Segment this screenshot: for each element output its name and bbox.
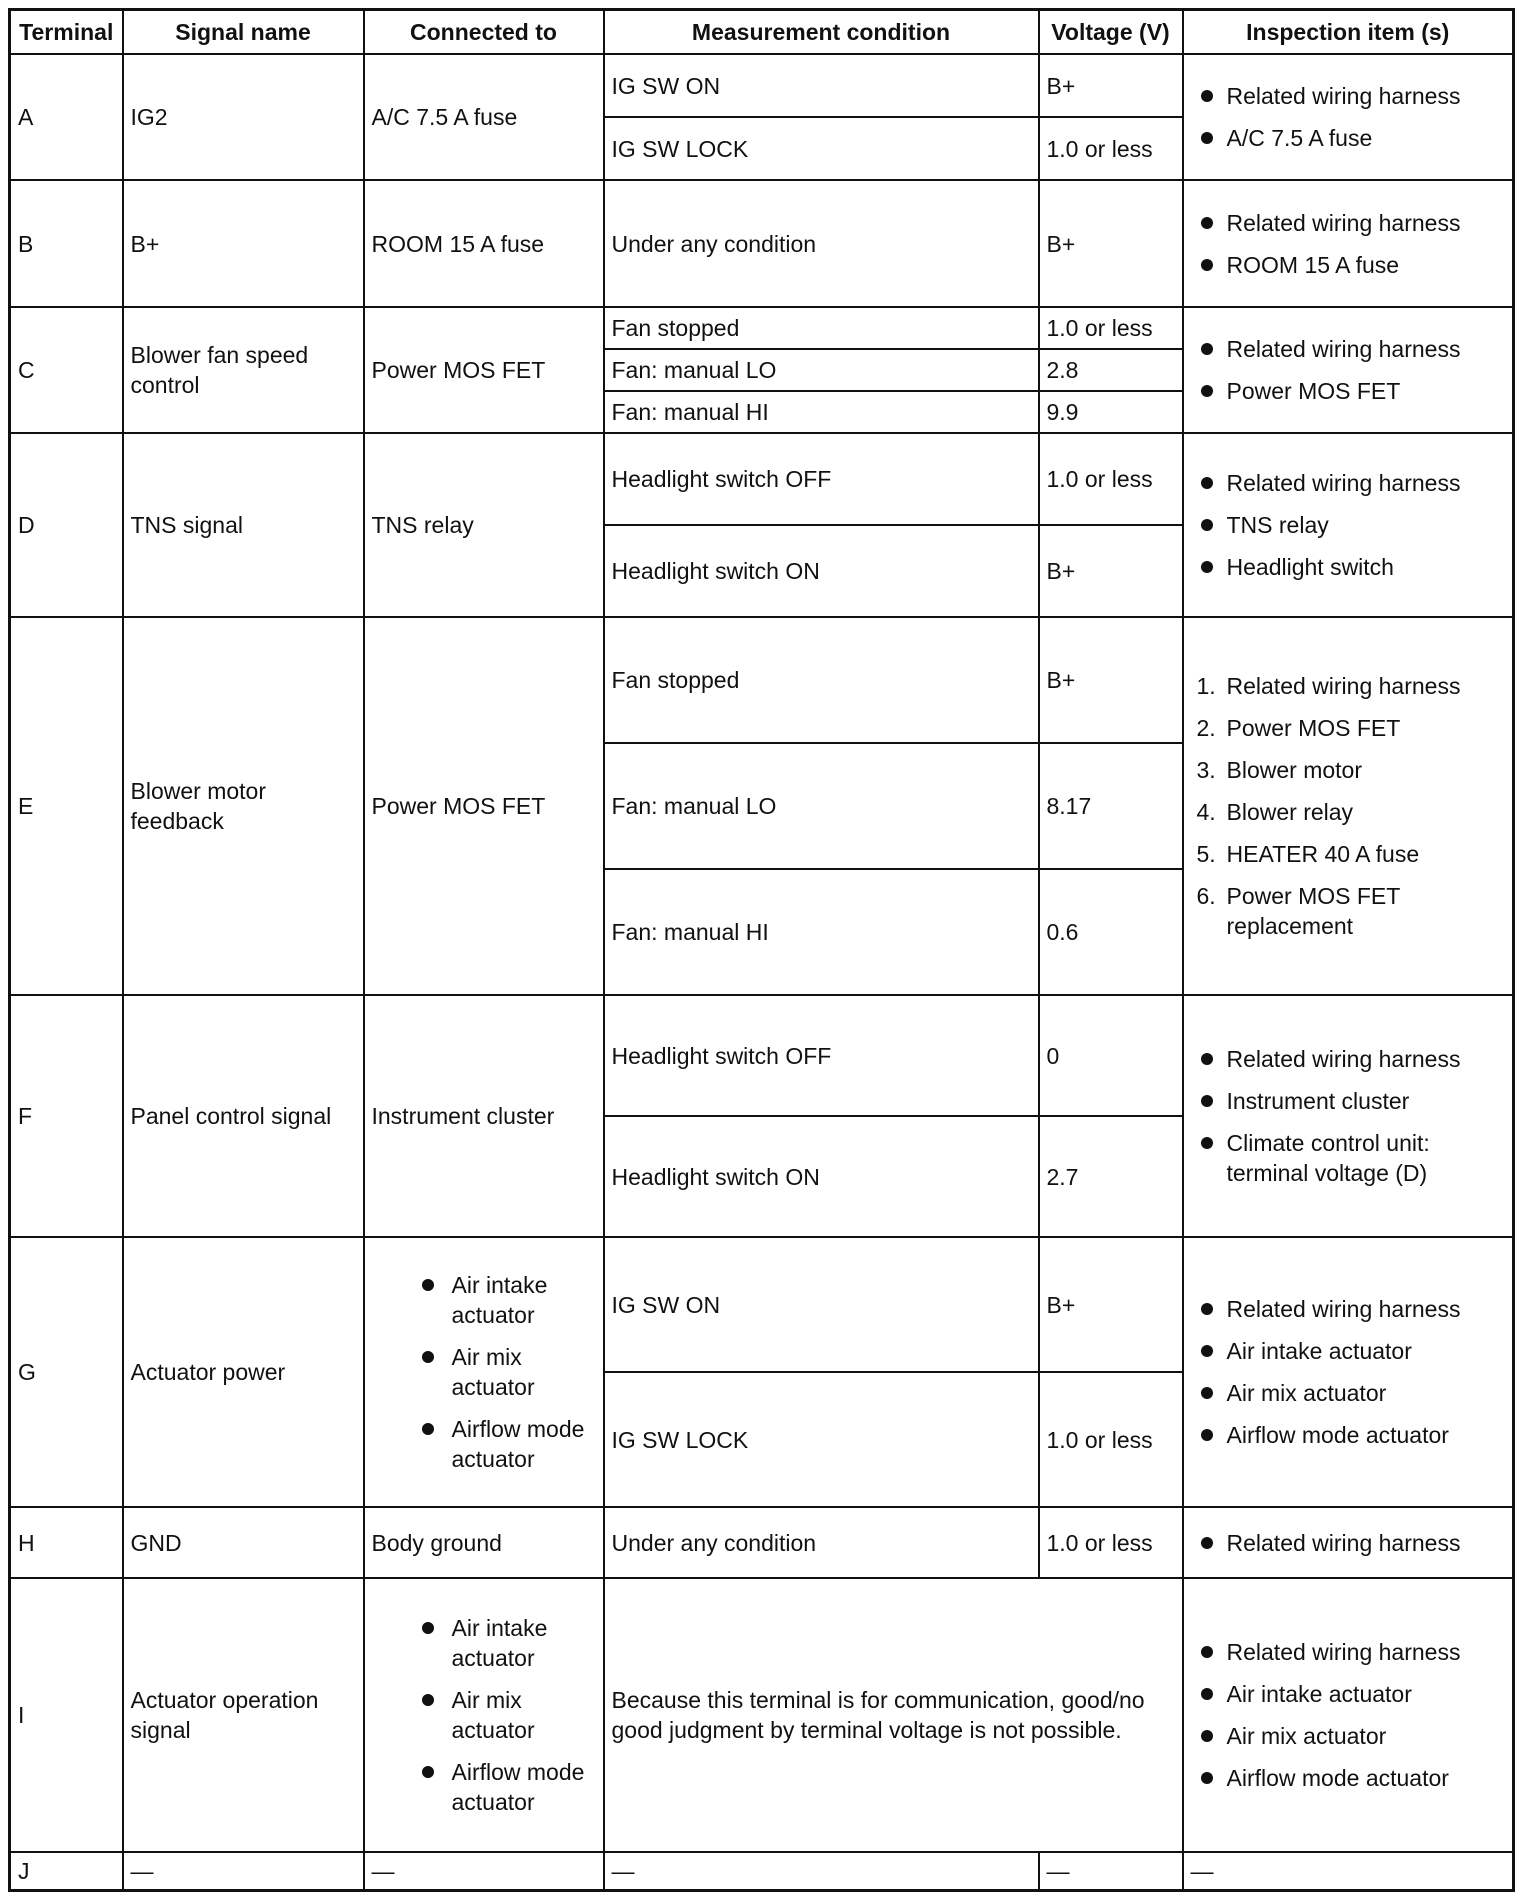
inspection-cell bbox=[1183, 307, 1514, 433]
inspection-list bbox=[1191, 208, 1506, 280]
header-signal-name: Signal name bbox=[123, 10, 364, 55]
inspection-item: Related wiring harness bbox=[1191, 81, 1506, 111]
condition-cell: Fan: manual HI bbox=[604, 869, 1039, 995]
inspection-cell bbox=[1183, 54, 1514, 180]
step-number: 1. bbox=[1196, 673, 1216, 699]
voltage-cell: B+ bbox=[1039, 1237, 1183, 1372]
terminal-cell: C bbox=[10, 307, 123, 433]
connected-to-cell bbox=[364, 1578, 604, 1852]
step-number: 2. bbox=[1196, 715, 1216, 741]
terminal-cell: F bbox=[10, 995, 123, 1237]
voltage-cell: B+ bbox=[1039, 54, 1183, 117]
inspection-step bbox=[1191, 797, 1506, 827]
header-row bbox=[10, 10, 1514, 55]
table-row bbox=[10, 1237, 1514, 1372]
voltage-cell: — bbox=[1039, 1852, 1183, 1890]
inspection-item: Air intake actuator bbox=[1191, 1336, 1506, 1366]
communication-note-cell: Because this terminal is for communication, good/no good judgment by terminal voltage is not possible. bbox=[604, 1578, 1183, 1852]
connected-to-cell bbox=[364, 1237, 604, 1507]
connected-item: Air mix actuator bbox=[412, 1342, 596, 1402]
inspection-list bbox=[1191, 334, 1506, 406]
table-row bbox=[10, 1852, 1514, 1890]
signal-name-cell: B+ bbox=[123, 180, 364, 307]
inspection-item: Related wiring harness bbox=[1191, 1637, 1506, 1667]
header-voltage: Voltage (V) bbox=[1039, 10, 1183, 55]
inspection-step bbox=[1191, 713, 1506, 743]
signal-name-cell: Actuator operation signal bbox=[123, 1578, 364, 1852]
inspection-item: Instrument cluster bbox=[1191, 1086, 1506, 1116]
condition-cell: Headlight switch ON bbox=[604, 1116, 1039, 1237]
inspection-item: Airflow mode actuator bbox=[1191, 1420, 1506, 1450]
signal-name-cell: — bbox=[123, 1852, 364, 1890]
voltage-cell: 1.0 or less bbox=[1039, 307, 1183, 349]
signal-name-cell: Blower motor feedback bbox=[123, 617, 364, 995]
voltage-cell: 0.6 bbox=[1039, 869, 1183, 995]
table-row bbox=[10, 307, 1514, 349]
condition-cell: Headlight switch OFF bbox=[604, 433, 1039, 525]
terminal-cell: H bbox=[10, 1507, 123, 1578]
table-row bbox=[10, 995, 1514, 1116]
connected-to-cell: TNS relay bbox=[364, 433, 604, 617]
inspection-item: Related wiring harness bbox=[1191, 1044, 1506, 1074]
connected-to-cell: Power MOS FET bbox=[364, 307, 604, 433]
step-number: 3. bbox=[1196, 757, 1216, 783]
inspection-cell bbox=[1183, 1237, 1514, 1507]
terminal-cell: D bbox=[10, 433, 123, 617]
condition-cell: Fan: manual HI bbox=[604, 391, 1039, 433]
voltage-cell: B+ bbox=[1039, 525, 1183, 617]
terminal-cell: B bbox=[10, 180, 123, 307]
connected-item: Airflow mode actuator bbox=[412, 1757, 596, 1817]
connected-to-cell: Power MOS FET bbox=[364, 617, 604, 995]
inspection-step bbox=[1191, 839, 1506, 869]
step-text: Blower motor bbox=[1226, 757, 1362, 783]
terminal-cell: G bbox=[10, 1237, 123, 1507]
table-row bbox=[10, 433, 1514, 525]
condition-cell: — bbox=[604, 1852, 1039, 1890]
connected-to-cell: A/C 7.5 A fuse bbox=[364, 54, 604, 180]
voltage-cell: 1.0 or less bbox=[1039, 1372, 1183, 1507]
inspection-list bbox=[1191, 1044, 1506, 1188]
table-row bbox=[10, 617, 1514, 743]
inspection-item: Climate control unit: terminal voltage (D) bbox=[1191, 1128, 1506, 1188]
inspection-cell bbox=[1183, 1578, 1514, 1852]
table-row bbox=[10, 180, 1514, 307]
condition-cell: IG SW ON bbox=[604, 1237, 1039, 1372]
header-measurement-condition: Measurement condition bbox=[604, 10, 1039, 55]
inspection-cell: — bbox=[1183, 1852, 1514, 1890]
condition-cell: Fan stopped bbox=[604, 617, 1039, 743]
inspection-cell bbox=[1183, 995, 1514, 1237]
voltage-cell: 1.0 or less bbox=[1039, 1507, 1183, 1578]
voltage-cell: 8.17 bbox=[1039, 743, 1183, 869]
step-text: Power MOS FET bbox=[1226, 715, 1401, 741]
signal-name-cell: Actuator power bbox=[123, 1237, 364, 1507]
voltage-cell: 2.7 bbox=[1039, 1116, 1183, 1237]
connected-item: Airflow mode actuator bbox=[412, 1414, 596, 1474]
inspection-item: Related wiring harness bbox=[1191, 208, 1506, 238]
inspection-list bbox=[1191, 1528, 1506, 1558]
step-text: Power MOS FET replacement bbox=[1226, 883, 1400, 939]
table-row bbox=[10, 1507, 1514, 1578]
connected-to-cell: ROOM 15 A fuse bbox=[364, 180, 604, 307]
inspection-item: Air intake actuator bbox=[1191, 1679, 1506, 1709]
inspection-step bbox=[1191, 755, 1506, 785]
table-row bbox=[10, 54, 1514, 117]
voltage-cell: 1.0 or less bbox=[1039, 117, 1183, 180]
inspection-numbered-list bbox=[1191, 671, 1506, 941]
terminal-cell: A bbox=[10, 54, 123, 180]
inspection-list bbox=[1191, 1294, 1506, 1450]
condition-cell: Fan: manual LO bbox=[604, 743, 1039, 869]
inspection-item: Headlight switch bbox=[1191, 552, 1506, 582]
inspection-list bbox=[1191, 81, 1506, 153]
connected-to-list bbox=[372, 1613, 596, 1817]
condition-cell: Headlight switch ON bbox=[604, 525, 1039, 617]
step-text: Related wiring harness bbox=[1226, 673, 1461, 699]
inspection-step bbox=[1191, 671, 1506, 701]
terminal-cell: I bbox=[10, 1578, 123, 1852]
inspection-item: A/C 7.5 A fuse bbox=[1191, 123, 1506, 153]
step-text: HEATER 40 A fuse bbox=[1226, 841, 1420, 867]
inspection-item: ROOM 15 A fuse bbox=[1191, 250, 1506, 280]
inspection-item: Power MOS FET bbox=[1191, 376, 1506, 406]
inspection-item: Related wiring harness bbox=[1191, 1294, 1506, 1324]
inspection-step bbox=[1191, 881, 1506, 941]
condition-cell: IG SW ON bbox=[604, 54, 1039, 117]
condition-cell: IG SW LOCK bbox=[604, 1372, 1039, 1507]
voltage-cell: 0 bbox=[1039, 995, 1183, 1116]
inspection-item: Airflow mode actuator bbox=[1191, 1763, 1506, 1793]
condition-cell: Headlight switch OFF bbox=[604, 995, 1039, 1116]
condition-cell: Fan stopped bbox=[604, 307, 1039, 349]
condition-cell: Under any condition bbox=[604, 180, 1039, 307]
voltage-cell: 1.0 or less bbox=[1039, 433, 1183, 525]
table-row bbox=[10, 1578, 1514, 1852]
condition-cell: Fan: manual LO bbox=[604, 349, 1039, 391]
signal-name-cell: TNS signal bbox=[123, 433, 364, 617]
step-text: Blower relay bbox=[1226, 799, 1354, 825]
connected-to-list bbox=[372, 1270, 596, 1474]
inspection-cell bbox=[1183, 180, 1514, 307]
connected-item: Air intake actuator bbox=[412, 1613, 596, 1673]
inspection-list bbox=[1191, 468, 1506, 582]
header-terminal: Terminal bbox=[10, 10, 123, 55]
connected-item: Air mix actuator bbox=[412, 1685, 596, 1745]
inspection-item: Related wiring harness bbox=[1191, 468, 1506, 498]
voltage-cell: 9.9 bbox=[1039, 391, 1183, 433]
connected-item: Air intake actuator bbox=[412, 1270, 596, 1330]
inspection-cell bbox=[1183, 617, 1514, 995]
inspection-cell bbox=[1183, 433, 1514, 617]
connected-to-cell: Instrument cluster bbox=[364, 995, 604, 1237]
voltage-cell: B+ bbox=[1039, 617, 1183, 743]
signal-name-cell: Blower fan speed control bbox=[123, 307, 364, 433]
voltage-cell: B+ bbox=[1039, 180, 1183, 307]
inspection-item: Related wiring harness bbox=[1191, 1528, 1506, 1558]
connected-to-cell: — bbox=[364, 1852, 604, 1890]
signal-name-cell: IG2 bbox=[123, 54, 364, 180]
step-number: 6. bbox=[1196, 883, 1216, 909]
inspection-cell bbox=[1183, 1507, 1514, 1578]
terminal-voltage-table bbox=[8, 8, 1515, 1892]
header-connected-to: Connected to bbox=[364, 10, 604, 55]
step-number: 5. bbox=[1196, 841, 1216, 867]
header-inspection-items: Inspection item (s) bbox=[1183, 10, 1514, 55]
terminal-cell: E bbox=[10, 617, 123, 995]
inspection-item: Air mix actuator bbox=[1191, 1721, 1506, 1751]
step-number: 4. bbox=[1196, 799, 1216, 825]
terminal-cell: J bbox=[10, 1852, 123, 1890]
condition-cell: IG SW LOCK bbox=[604, 117, 1039, 180]
inspection-item: Related wiring harness bbox=[1191, 334, 1506, 364]
condition-cell: Under any condition bbox=[604, 1507, 1039, 1578]
voltage-cell: 2.8 bbox=[1039, 349, 1183, 391]
signal-name-cell: GND bbox=[123, 1507, 364, 1578]
connected-to-cell: Body ground bbox=[364, 1507, 604, 1578]
signal-name-cell: Panel control signal bbox=[123, 995, 364, 1237]
inspection-list bbox=[1191, 1637, 1506, 1793]
inspection-item: Air mix actuator bbox=[1191, 1378, 1506, 1408]
inspection-item: TNS relay bbox=[1191, 510, 1506, 540]
